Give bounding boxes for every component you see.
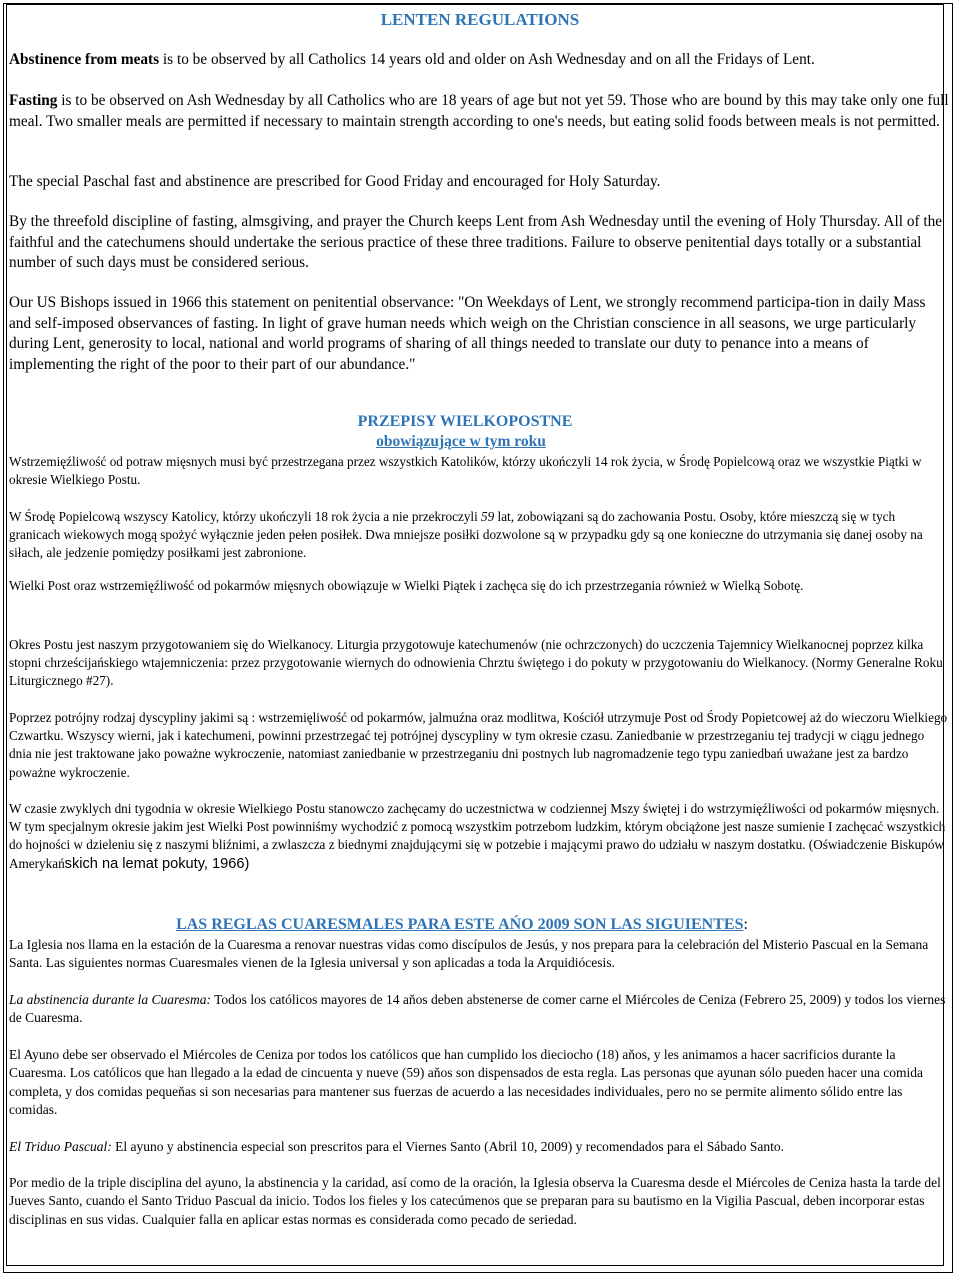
spanish-title-text: LAS REGLAS CUARESMALES PARA ESTE AŃO 2009 SON LAS SIGUIENTES — [176, 916, 744, 933]
polish-abstinence-text: Wstrzemięźliwość od potraw mięsnych musi być przestrzegana przez wszystkich Katolików, którzy ukończyli 14 rok życia, w Środę Popielcową oraz we wszystkie Piątki w okresie Wielkiego Postu. — [9, 454, 922, 488]
abstinence-text: is to be observed by all Catholics 14 years old and older on Ash Wednesday and on all the Fridays of Lent. — [159, 51, 815, 68]
polish-bishops-text: W czasie zwyklych dni tygodnia w okresie Wielkiego Postu stanowczo zachęcamy do uczestnictwa w codziennej Mszy świętej i do wstrzymięźliwości od pokarmów mięsnych. W tym specjalnym okresie jakim jest Wielki Post powinniśmy wychodzić z pomocą wszystkim potrzebom ludzkim, którym obciążone jest nasze sumienie I zachęcać wszystkich do hojności w dzieleniu się z naszymi bliźnimi, a zwlaszcza z biednymi znajdującymi się w potzebie i mającymi prawo do udziału w naszym dostatku. (Oświadczenie Biskupów Amerykań — [9, 801, 946, 871]
spanish-paragraph-5 — [9, 1174, 949, 1229]
spanish-paragraph-4 — [9, 1138, 949, 1156]
polish-paragraph-3 — [9, 577, 949, 595]
polish-fasting-text-a: W Środę Popielcową wszyscy Katolicy, którzy ukończyli 18 rok życia a nie przekroczyli — [9, 509, 482, 524]
spanish-paragraph-2 — [9, 991, 949, 1028]
polish-discipline-text: Poprzez potrójny rodzaj dyscypliny jakimi są : wstrzemięliwość od pokarmów, jalmuźna oraz modlitwa, Kościół utrzymuje Post od Środy Popietcowej aż do wieczoru Wielkiego Czwartku. Wszyscy wierni, jak i katechumeni, powinni przestrzegać tej potrójnej dyscypliny w tym okresie czasu. Zaniedbanie w przestrzeganiu tej tradycji w ciągu jednego dnia nie jest traktowane jako poważne wykroczenie, natomiast zaniedbanie w przestrzeganiu dni postnych lub nagromadzenie tego typu zaniedbań uważane jest za bardzo poważne wykroczenie. — [9, 710, 948, 780]
triduo-term: El Triduo Pascual: — [9, 1139, 112, 1154]
polish-paragraph-1 — [9, 453, 949, 489]
english-paragraph-4 — [9, 212, 949, 274]
fasting-term: Fasting — [9, 92, 58, 109]
polish-bishops-tail: skich na lemat pokuty, 1966) — [64, 855, 250, 872]
english-paragraph-2 — [9, 91, 949, 132]
age-number: 59 — [481, 509, 495, 524]
spanish-paragraph-3 — [9, 1046, 949, 1120]
fasting-text: is to be observed on Ash Wednesday by all Catholics who are 18 years of age but not yet 59. Those who are bound by this may take only one full meal. Two smaller meals are permitted if necessary to maintain strength according to one's needs, but eating solid foods between meals is not permitted. — [9, 92, 949, 130]
english-paragraph-3 — [9, 172, 949, 193]
abstinencia-text: Todos los católicos mayores de 14 aňos deben abstenerse de comer carne el Miércoles de Ceniza (Febrero 25, 2009) y todos los viernes de Cuaresma. — [9, 992, 946, 1026]
paschal-text: The special Paschal fast and abstinence are prescribed for Good Friday and encouraged for Holy Saturday. — [9, 173, 661, 190]
triduo-text: El ayuno y abstinencia especial son prescritos para el Viernes Santo (Abril 10, 2009) y recomendados para el Sábado Santo. — [111, 1139, 785, 1154]
polish-paragraph-6 — [9, 800, 949, 873]
polish-goodfriday-text: Wielki Post oraz wstrzemięźliwość od pokarmów mięsnych obowiązuje w Wielki Piątek i zachęca się do ich przestrzegania również w Wielką Sobotę. — [9, 578, 804, 593]
ayuno-text: El Ayuno debe ser observado el Miércoles de Ceniza por todos los católicos que han cumplido los dieciocho (18) aňos, y les animamos a hacer sacrificios durante la Cuaresma. Los católicos que han llegado a la edad de cincuenta y nueve (59) aňos son dispensados de esta regla. Las personas que ayunan sólo pueden hacer una comida completa, y dos comidas pequeňas si son necesarias para mantener sus fuerzas de acuerdo a las necesidades individuales, pero no se permite alimento sólido entre las comidas. — [9, 1047, 923, 1118]
polish-fasting-text-b: lat, zobowiązani są do zachowania Postu. Osoby, które mieszczą się w tych granicach wiekowych mogą spożyć wyłącznie jeden pełen posiłek. Dwa mniejsze posiłki dozwolone są w przypadku gdy są one konieczne do utrzymania się danej osoby na siłach, ale jedzenie pomiędzy posiłkami jest zabronione. — [9, 509, 923, 561]
spanish-paragraph-1 — [9, 936, 949, 973]
english-title: LENTEN REGULATIONS — [380, 10, 580, 29]
polish-paragraph-2 — [9, 508, 949, 563]
abstinencia-term: La abstinencia durante la Cuaresma: — [9, 992, 211, 1007]
disciplina-text: Por medio de la triple disciplina del ayuno, la abstinencia y la caridad, así como de la oración, la Iglesia observa la Cuaresma desde el Miércoles de Ceniza hasta la tarde del Jueves Santo, cuando el Santo Triduo Pascual da inicio. Todos los fieles y los catecúmenos que se preparan para su bautismo en la Vigilia Pascual, deben incorporar estas disciplinas en sus vidas. Cualquier falla en aplicar estas normas es considerada como pecado de seriedad. — [9, 1175, 941, 1227]
bishops-text: Our US Bishops issued in 1966 this statement on penitential observance: "On Weekdays of Lent, we strongly recommend participa-tion in daily Mass and self-imposed observances of fasting. In light of grave human needs which weigh on the Christian conscience in all seasons, we urge particularly during Lent, generosity to local, national and world programs of sharing of all things needed to translate our duty to penance into a means of implementing the right of the poor to their part of our abundance." — [9, 294, 926, 373]
spanish-title-colon: : — [743, 916, 748, 933]
polish-paragraph-4 — [9, 636, 949, 691]
spanish-intro-text: La Iglesia nos llama en la estación de la Cuaresma a renovar nuestras vidas como discípulos de Jesús, y nos prepara para la celebración del Misterio Pascual en la Semana Santa. Las siguientes normas Cuaresmales vienen de la Iglesia universal y son aplicadas a toda la Arquidiócesis. — [9, 937, 929, 971]
polish-title: PRZEPISY WIELKOPOSTNE — [357, 413, 573, 430]
threefold-text: By the threefold discipline of fasting, almsgiving, and prayer the Church keeps Lent from Ash Wednesday until the evening of Holy Thursday. All of the faithful and the catechumens should undertake the serious practice of these three traditions. Failure to observe penitential days totally or a substantial number of such days must be considered serious. — [9, 213, 943, 271]
english-paragraph-1 — [9, 50, 949, 71]
polish-subtitle: obowiązujące w tym roku — [376, 433, 546, 450]
polish-preparation-text: Okres Postu jest naszym przygotowaniem się do Wielkanocy. Liturgia przygotowuje katechumenów (nie ochrzczonych) do uczczenia Tajemnicy Wielkanocnej poprzez kilka stopni chrześcijańskiego wtajemniczenia: przez przygotowanie wiernych do odnowienia Chrztu świętego i do pokuty w przygotowaniu do Wielkanocy. (Normy Generalne Roku Liturgicznego #27). — [9, 637, 943, 689]
english-paragraph-5 — [9, 293, 949, 375]
abstinence-term: Abstinence from meats — [9, 51, 160, 68]
polish-paragraph-5 — [9, 709, 949, 782]
spanish-title — [0, 915, 924, 935]
